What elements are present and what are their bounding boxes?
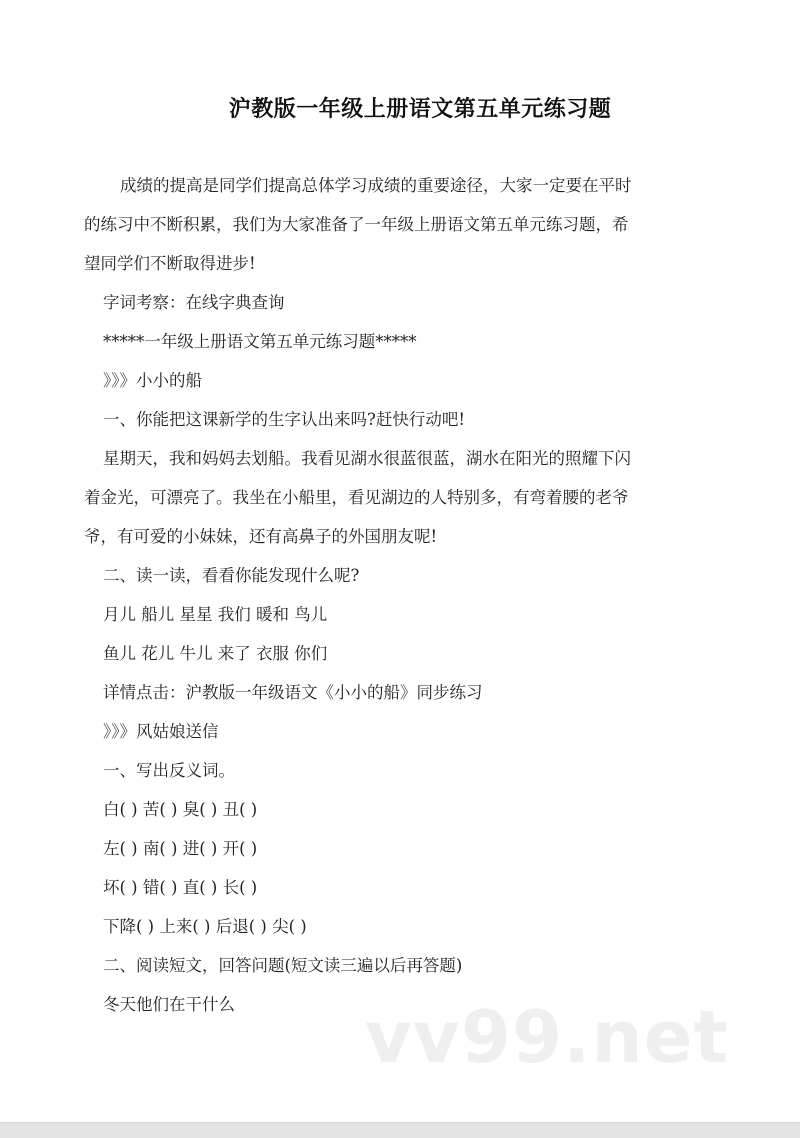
story-line: 爷，有可爱的小妹妹，还有高鼻子的外国朋友呢! [84,527,438,546]
passage-title: 冬天他们在干什么 [103,995,235,1014]
lesson-heading: 》》》风姑娘送信 [103,722,219,741]
intro-line: 望同学们不断取得进步! [84,254,256,273]
word-list: 鱼儿 花儿 牛儿 来了 衣服 你们 [103,644,328,663]
antonym-row: 左( ) 南( ) 进( ) 开( ) [103,839,258,858]
antonym-row: 坏( ) 错( ) 直( ) 长( ) [103,878,258,897]
story-line: 星期天，我和妈妈去划船。我看见湖水很蓝很蓝，湖水在阳光的照耀下闪 [103,449,631,468]
antonym-row: 白( ) 苦( ) 臭( ) 丑( ) [103,800,258,819]
intro-line: 的练习中不断积累，我们为大家准备了一年级上册语文第五单元练习题，希 [84,215,629,234]
document-body [84,166,734,1024]
question-heading: 一、你能把这课新学的生字认出来吗?赶快行动吧! [103,410,465,429]
intro-line: 成绩的提高是同学们提高总体学习成绩的重要途径，大家一定要在平时 [120,176,632,195]
section-heading: *****一年级上册语文第五单元练习题***** [103,332,417,351]
antonym-row: 下降( ) 上来( ) 后退( ) 尖( ) [103,917,307,936]
watermark: vv99.net [365,995,729,1079]
page-bottom-bar [0,1122,800,1138]
question-heading: 二、读一读，看看你能发现什么呢? [103,566,360,585]
dictionary-link[interactable]: 字词考察：在线字典查询 [103,293,285,312]
word-list: 月儿 船儿 星星 我们 暖和 鸟儿 [103,605,328,624]
question-heading: 二、阅读短文，回答问题(短文读三遍以后再答题) [103,956,463,975]
lesson-heading: 》》》小小的船 [103,371,202,390]
document-title: 沪教版一年级上册语文第五单元练习题 [228,97,612,122]
details-link[interactable]: 详情点击：沪教版一年级语文《小小的船》同步练习 [103,683,483,702]
question-heading: 一、写出反义词。 [103,761,235,780]
story-line: 着金光，可漂亮了。我坐在小船里，看见湖边的人特别多，有弯着腰的老爷 [84,488,629,507]
